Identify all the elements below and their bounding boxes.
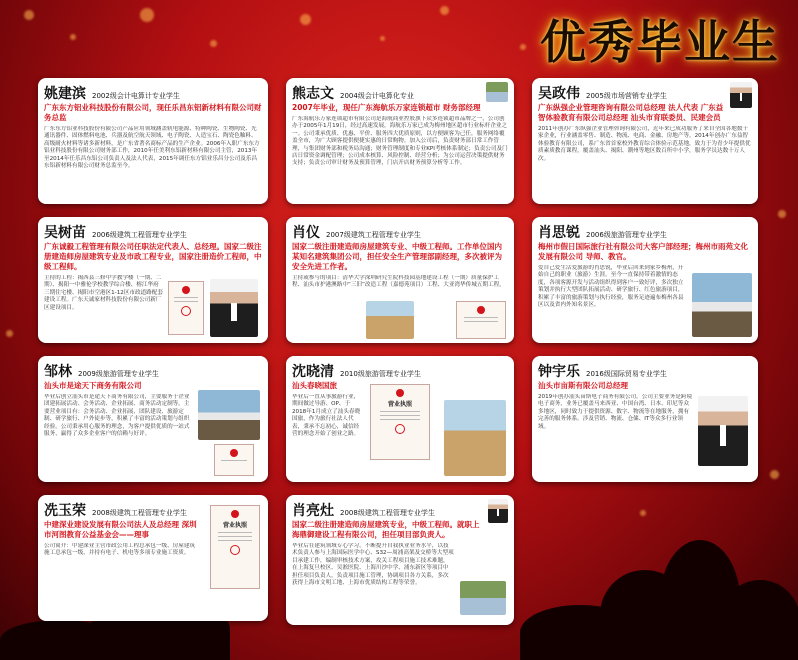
graduate-card (286, 78, 514, 204)
page-title: 优秀毕业生 (540, 15, 780, 69)
certificate-image (456, 301, 506, 339)
graduate-photo (488, 499, 508, 523)
graduate-photo (198, 390, 260, 440)
certificate-image (214, 444, 254, 476)
graduate-name: 吴树苗 (44, 225, 86, 241)
graduate-photo (692, 273, 752, 337)
graduate-name: 冼玉荣 (44, 503, 86, 519)
graduate-major: 2008级建筑工程管理专业学生 (340, 509, 435, 517)
graduate-name: 邹林 (44, 364, 72, 380)
graduate-card (286, 356, 514, 482)
graduate-card (38, 78, 268, 204)
graduate-bio: 毕业后在建筑领域专心学习，不断提升自我执业业务水平，以技术负责人参与上海国际医学中心、S32—周浦高架及交桥等大型项目承建工作，编制审核技术方案，攻关工程项目施工技术难题，在上海复旦校区、吴淞医院、上海川沙中学、浦东新区等项目中担任项目负责人，负责项目施工管理，协调项目各方关系，多次获得上海市文明工地、上海市优质结构工程等荣誉。 (292, 543, 454, 587)
graduate-role: 国家二级注册建造师房屋建筑专业、中级工程师。工作单位国内某知名建筑集团公司，担任安全生产管理部副经理，多次被评为安全先进工作者。 (292, 242, 502, 271)
graduate-card (532, 356, 758, 482)
graduate-role: 广东诚毅工程管理有限公司任职法定代表人、总经理。国家二级注册建造师房屋建筑专业及市政工程专业，国家注册造价工程师，中级工程师。 (44, 242, 262, 271)
certificate-title: 营业执照 (387, 401, 412, 408)
certificate-seal-icon (231, 510, 239, 518)
graduate-name: 姚建滨 (44, 86, 86, 102)
graduate-photo (730, 82, 752, 108)
graduate-major: 2004级会计电算化专业 (340, 92, 414, 100)
graduate-photo (444, 400, 506, 476)
graduate-major: 2007级建筑工程管理专业学生 (326, 231, 421, 239)
graduate-card (286, 495, 514, 625)
graduate-card (38, 217, 268, 343)
graduate-bio: 毕业后一直从事旅游行业，期间做过导游、OP、于2018年1月成立了汕头春晓国旅，作为旅行社法人代表，秉承不忘初心，诚信经营的理念开始了创业之路。 (292, 394, 361, 438)
graduate-role: 中建深业建设发展有限公司法人及总经理 深圳市河图教育公益基金会——理事 (44, 520, 197, 539)
graduate-major: 2016级国际贸易专业学生 (586, 370, 667, 378)
graduate-name: 沈晓清 (292, 364, 334, 380)
graduate-card (286, 217, 514, 343)
graduate-photo (698, 396, 748, 466)
graduate-photo (486, 82, 508, 102)
certificate-seal-icon (396, 389, 404, 397)
graduate-bio: 广东东方铝业科技股份有限公司产品应用领域涵盖轨电能源、特种陶瓷、生物陶瓷、光通讯器件、固体燃料电池、兵器及航空航天领域、电子陶瓷、人造宝石、陶瓷色釉料、高级耐火材料等诸多新材料，是广东省著名商标产品的生产企业。2006年入职广东东方铝业科技股份有限公司财务部工作，2010年任美利东铝新材料有限公司主管，2013年至2014年任乐昌东铝公司负责人及法人代表，2015年调任东方铝业乐昌分公司及乐昌东铝新材料有限公司财务总监至今。 (44, 126, 260, 170)
graduate-card (38, 356, 268, 482)
graduate-name: 熊志文 (292, 86, 334, 102)
graduate-photo (210, 279, 258, 337)
graduate-bio: 爱自己爱生活爱旅游的肖思锐，毕业后回来到家乡梅州，开始自己的职业（旅游）生涯，至今一直保持带着激情的态度，各项客源开发与活动组织得到客户一致好评，多次独立策划并执行大型团队拓展活动、研学旅行、红色旅游项目，积累了丰富的旅游策划与执行经验，服务足迹遍布梅州各县区以及省内外知名景区。 (538, 265, 684, 309)
graduate-bio: 2019年创办汕头亩斯电子商务有限公司。公司主要业务是跨境电子商务，业务已覆盖马来西亚、中国台湾、日本、印尼等众多地区，同时致力于提供资源、数字、物流等在地服务，拥有完善的服务体系。涉及营销、物流、仓储、IT等众多行业领域。 (538, 394, 693, 430)
graduate-major: 2008级建筑工程管理专业学生 (92, 509, 187, 517)
graduate-bio: 公司简介：中建深业主营市政公用工程总承包一级、房屋建筑施工总承包一级，并持有电子、机电等多项专业施工资质。 (44, 543, 196, 557)
certificate-seal-icon (477, 306, 485, 314)
graduate-bio: 2011年创办广东纵强企业管理咨询有限公司，近年来已成功服务了来自全国各地数千家企业，行业涵盖零售、制造、物流、电商、金融、房地产等。2014年创办广东益智体验教育有限公司，系广东省首家校外教育综合体验示范基地，致力于为青少年提供优质素质教育课程，覆盖汕头、揭阳、潮州等地区数百所中小学，服务学员达数十万人次。 (538, 126, 751, 162)
graduate-name: 肖思锐 (538, 225, 580, 241)
graduate-major: 2006级建筑工程管理专业学生 (92, 231, 187, 239)
graduate-card (532, 78, 758, 204)
graduate-bio: 主持的工程：揭西县三修中学教学楼（一期、二期）、揭阳一中雅伦学校教学综合楼、榕江华府三期住宅楼、揭阳市空港区1-12区市政道路配套建设工程。广东天诚家材科技股份有限公司新厂区建设项目。 (44, 275, 163, 311)
graduate-card (38, 495, 268, 621)
graduate-role: 汕头市是途天下商务有限公司 (44, 381, 142, 390)
certificate-image (370, 384, 430, 460)
graduate-name: 吴政伟 (538, 86, 580, 102)
certificate-seal-icon (182, 286, 190, 294)
graduate-role: 广东东方铝业科技股份有限公司，现任乐昌东铝新材料有限公司财务总监 (44, 103, 262, 122)
certificate-image (168, 281, 204, 335)
graduate-major: 2002级会计电算计专业学生 (92, 92, 180, 100)
graduate-role: 2007年毕业，现任广东海航乐万家连锁超市 财务部经理 (292, 103, 481, 112)
graduate-bio: 毕业后创立汕头市是途天下商务有限公司，主要服务于企业团建拓展活动、会务活动、企业拓展、商务活动定制等。主要营业项目有：会务活动、企业拓展、团队建设、旅游定制、研学旅行、户外徒步等，积累了丰富的活动策划与组织经验。公司秉承用心服务的理念，为客户提供优质的一站式服务，赢得了众多企业客户的信赖与好评。 (44, 394, 190, 438)
graduate-major: 2006级旅游管理专业学生 (586, 231, 667, 239)
graduate-role: 汕头市亩斯有限公司总经理 (538, 381, 628, 390)
project-photo (460, 581, 506, 615)
graduate-name: 肖亮灶 (292, 503, 334, 519)
graduate-role: 国家二级注册建造师房屋建筑专业，中级工程师。就职上海鼎御建设工程有限公司，担任项目部负责人。 (292, 520, 480, 539)
graduate-bio: 广东海航乐万家连锁超市有限公司是海航商业控股旗下众多连锁超市品牌之一，公司创办于2005年1月19日，经过高速发展，海航乐万家已成为梅州地区超市行业标杆企业之一。公司秉承优质、优惠、平价、服务四大优质原则，以方便顾客为己任，服务网络覆盖全市，为广大顾客提供便捷实惠的日常购物。加入公司后，负责财务部日常工作管理，与集团财务部和税务局沟通；财务管理制度和专业KPI考核体系制定；负责公司及门店日常资金调配管理；公司成本核算、风险控制、经营分析；为公司运营决策提供财务支持；负责公司审计财务及预算管理，门店开店财务预算分析等工作。 (292, 116, 508, 167)
graduate-name: 肖仪 (292, 225, 320, 241)
graduate-bio: 主持或参与的项目：清华大学深圳研究生院科技园基地建设工程（一期）质量保护工程、汕头市护港澳路中“三旧”改造工程（嘉德苑项目）工程、大亚湾华侨城五期工程。 (292, 275, 505, 289)
graduate-role: 汕头春晓国旅 (292, 381, 337, 390)
graduate-major: 2005级市场营销专业学生 (586, 92, 667, 100)
certificate-seal-icon (230, 449, 238, 457)
graduate-photo (366, 301, 414, 339)
graduate-role: 梅州市假日国际旅行社有限公司大客户部经理；梅州市雨苑文化发展有限公司 导师、教官。 (538, 242, 748, 261)
graduate-card (532, 217, 758, 343)
certificate-image (210, 505, 260, 589)
graduate-major: 2010级旅游管理专业学生 (340, 370, 421, 378)
graduate-major: 2009级旅游管理专业学生 (78, 370, 159, 378)
graduate-name: 钟宇乐 (538, 364, 580, 380)
certificate-title: 营业执照 (222, 522, 247, 529)
graduate-role: 广东纵强企业管理咨询有限公司总经理 法人代表 广东益智体验教育有限公司总经理 汕头市育联委员、民建会员 (538, 103, 724, 122)
